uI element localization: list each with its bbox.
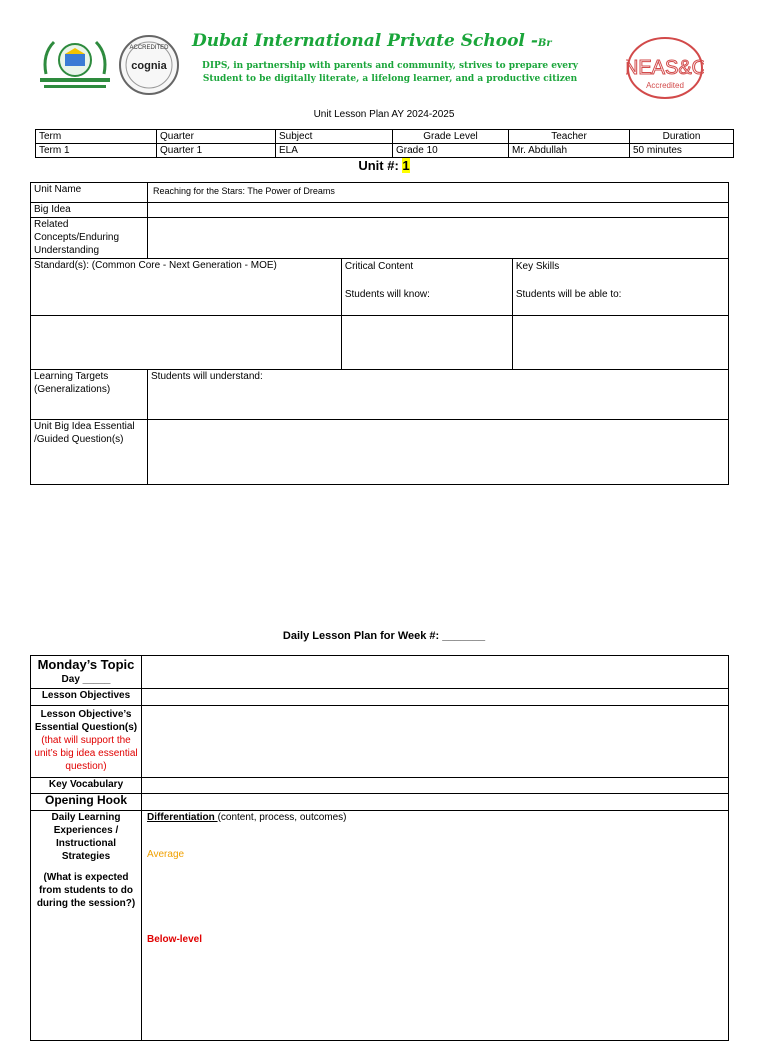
info-value-cell: Quarter 1 [157,144,276,158]
average-label: Average [147,849,185,860]
info-header-cell: Grade Level [393,130,509,144]
essential-question-value[interactable] [142,706,729,778]
cognia-accredited-text: ACCREDITED [129,45,169,51]
below-level-label: Below-level [147,934,203,945]
key-skills-value[interactable] [512,316,728,370]
info-header-cell: Term [36,130,157,144]
critical-content-value[interactable] [341,316,512,370]
related-concepts-label: Related Concepts/Enduring Understanding [31,218,148,259]
daily-title: Daily Lesson Plan for Week #: _______ [282,630,486,642]
learning-targets-value[interactable]: Students will understand: [148,370,729,420]
neasc-accredited-text: Accredited [646,81,684,90]
info-value-cell: 50 minutes [630,144,734,158]
big-idea-label: Big Idea [31,203,148,218]
related-concepts-value[interactable] [148,218,729,259]
unit-number: Unit #: 1 [358,158,410,173]
key-skills-cell: Key Skills Students will be able to: [512,259,728,316]
differentiation-cell[interactable] [142,811,729,1041]
unit-table [30,182,729,485]
key-vocabulary-label: Key Vocabulary [31,778,142,794]
info-value-cell: Mr. Abdullah [509,144,630,158]
learning-targets-label: Learning Targets (Generalizations) [31,370,148,420]
big-idea-value[interactable] [148,203,729,218]
info-header-cell: Subject [276,130,393,144]
monday-topic-value[interactable] [142,656,729,689]
key-vocabulary-value[interactable] [142,778,729,794]
dips-logo [34,34,116,94]
unit-name-value: Reaching for the Stars: The Power of Dreams [148,183,729,203]
lesson-objectives-label: Lesson Objectives [31,689,142,706]
unit-big-idea-value[interactable] [148,420,729,485]
unit-big-idea-label: Unit Big Idea Essential /Guided Question(s) [31,420,148,485]
monday-topic-cell: Monday’s Topic Day _____ [31,656,142,689]
daily-table [30,655,729,1041]
info-header-cell: Teacher [509,130,630,144]
standards-value[interactable] [31,316,342,370]
info-header-row [36,130,734,144]
info-value-cell: Term 1 [36,144,157,158]
info-value-row [36,144,734,158]
critical-content-cell: Critical Content Students will know: [341,259,512,316]
info-header-cell: Duration [630,130,734,144]
daily-learning-cell: Daily Learning Experiences / Instructional Strategies (What is expected from students to do during the session?) [31,811,142,1041]
plan-title: Unit Lesson Plan AY 2024-2025 [313,109,455,120]
info-value-cell: Grade 10 [393,144,509,158]
essential-question-cell: Lesson Objective’s Essential Question(s) (that will support the unit’s big idea essential question) [31,706,142,778]
opening-hook-label: Opening Hook [31,794,142,811]
info-table [35,129,734,158]
cognia-name-text: cognia [131,60,167,72]
info-header-cell: Quarter [157,130,276,144]
info-value-cell: ELA [276,144,393,158]
neasc-letters-text: NEAS&C [626,57,704,79]
mission-statement: DIPS, in partnership with parents and community, strives to prepare every Student to be digitally literate, a lifelong learner, and a productive citizen [202,61,578,84]
unit-name-label: Unit Name [31,183,148,203]
differentiation-heading: Differentiation (content, process, outcomes) [147,812,347,823]
standards-label: Standard(s): (Common Core - Next Generation - MOE) [31,259,342,316]
lesson-objectives-value[interactable] [142,689,729,706]
neasc-badge [626,36,704,100]
opening-hook-value[interactable] [142,794,729,811]
school-name: Dubai International Private School -Br [192,31,552,51]
cognia-badge [118,34,180,96]
